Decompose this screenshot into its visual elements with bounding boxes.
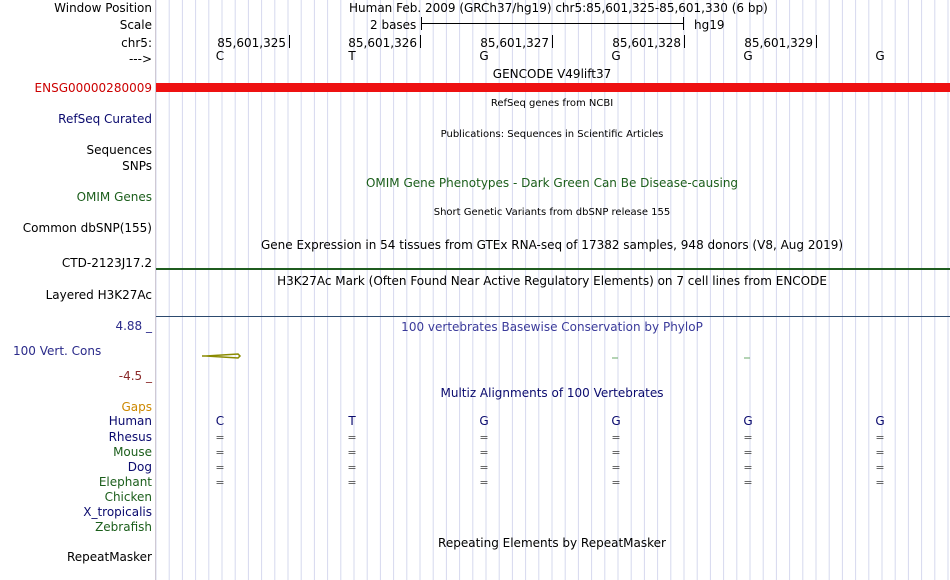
alignment-match-symbol: = xyxy=(875,461,885,474)
scale-bar xyxy=(421,17,684,30)
gtex-gene-label[interactable]: CTD-2123J17.2 xyxy=(61,256,152,270)
multiz-track-title: Multiz Alignments of 100 Vertebrates xyxy=(440,386,664,400)
alignment-match-symbol: = xyxy=(611,461,621,474)
species-label[interactable]: X_tropicalis xyxy=(83,505,152,519)
alignment-match-symbol: = xyxy=(875,446,885,459)
ruler-tick xyxy=(420,35,421,48)
phylop-track-label[interactable]: 100 Vert. Cons xyxy=(13,344,102,358)
assembly-label: hg19 xyxy=(694,18,725,32)
alignment-match-symbol: = xyxy=(875,476,885,489)
scale-text: 2 bases xyxy=(370,18,417,32)
ruler-tick xyxy=(289,35,290,48)
refseq-track-label[interactable]: RefSeq Curated xyxy=(58,112,152,126)
alignment-match-symbol: = xyxy=(215,446,225,459)
alignment-match-symbol: = xyxy=(611,431,621,444)
ruler-position-label: 85,601,327 xyxy=(480,36,549,50)
scale-label: Scale xyxy=(119,18,152,32)
gencode-gene-label[interactable]: ENSG00000280009 xyxy=(34,81,152,95)
human-alignment-base: C xyxy=(215,414,225,428)
alignment-match-symbol: = xyxy=(611,446,621,459)
alignment-match-symbol: = xyxy=(479,446,489,459)
alignment-match-symbol: = xyxy=(743,446,753,459)
phylop-min-value: -4.5 _ xyxy=(118,369,152,383)
reference-base: G xyxy=(875,49,885,63)
publications-sequences-label[interactable]: Sequences xyxy=(86,143,152,157)
reference-base: C xyxy=(215,49,225,63)
alignment-match-symbol: = xyxy=(215,431,225,444)
alignment-match-symbol: = xyxy=(479,461,489,474)
window-position-label: Window Position xyxy=(54,1,152,15)
species-label[interactable]: Human xyxy=(108,414,152,428)
phylop-conservation-marks xyxy=(156,349,950,363)
ruler-position-label: 85,601,326 xyxy=(348,36,417,50)
reference-base: G xyxy=(479,49,489,63)
omim-track-title: OMIM Gene Phenotypes - Dark Green Can Be Disease-causing xyxy=(365,176,739,190)
reference-base: G xyxy=(743,49,753,63)
alignment-match-symbol: = xyxy=(479,476,489,489)
ruler-position-label: 85,601,325 xyxy=(217,36,286,50)
alignment-match-symbol: = xyxy=(875,431,885,444)
gencode-gene-bar[interactable] xyxy=(156,83,950,92)
reference-base: T xyxy=(348,49,356,63)
h3k27ac-signal-line xyxy=(156,316,950,317)
reference-base: G xyxy=(611,49,621,63)
species-label[interactable]: Elephant xyxy=(98,475,152,489)
dbsnp-track-title: Short Genetic Variants from dbSNP release 155 xyxy=(433,207,671,218)
browser-position-title: Human Feb. 2009 (GRCh37/hg19) chr5:85,601,325-85,601,330 (6 bp) xyxy=(349,1,768,15)
publications-track-title: Publications: Sequences in Scientific Articles xyxy=(440,129,664,140)
alignment-match-symbol: = xyxy=(347,446,357,459)
gtex-expression-line[interactable] xyxy=(156,268,950,270)
multiz-gaps-label[interactable]: Gaps xyxy=(121,400,152,414)
species-label[interactable]: Dog xyxy=(127,460,152,474)
human-alignment-base: G xyxy=(479,414,489,428)
ruler-position-label: 85,601,328 xyxy=(612,36,681,50)
alignment-match-symbol: = xyxy=(215,476,225,489)
repeatmasker-track-label[interactable]: RepeatMasker xyxy=(66,550,152,564)
species-label[interactable]: Zebrafish xyxy=(95,520,152,534)
strand-arrow-label: ---> xyxy=(128,52,152,66)
human-alignment-base: G xyxy=(875,414,885,428)
species-label[interactable]: Mouse xyxy=(113,445,152,459)
alignment-match-symbol: = xyxy=(347,461,357,474)
alignment-match-symbol: = xyxy=(743,476,753,489)
omim-track-label[interactable]: OMIM Genes xyxy=(76,190,152,204)
phylop-track-title: 100 vertebrates Basewise Conservation by PhyloP xyxy=(401,320,703,334)
ruler-tick xyxy=(684,35,685,48)
alignment-match-symbol: = xyxy=(743,461,753,474)
alignment-match-symbol: = xyxy=(611,476,621,489)
chromosome-label: chr5: xyxy=(121,36,152,50)
human-alignment-base: G xyxy=(743,414,753,428)
alignment-match-symbol: = xyxy=(479,431,489,444)
repeatmasker-track-title: Repeating Elements by RepeatMasker xyxy=(438,536,666,550)
ruler-tick xyxy=(552,35,553,48)
phylop-max-value: 4.88 _ xyxy=(115,319,152,333)
gtex-track-title: Gene Expression in 54 tissues from GTEx RNA-seq of 17382 samples, 948 donors (V8, Aug 2019) xyxy=(260,238,844,252)
gencode-track-title: GENCODE V49lift37 xyxy=(492,67,612,81)
human-alignment-base: T xyxy=(348,414,356,428)
ruler-position-label: 85,601,329 xyxy=(744,36,813,50)
dbsnp-track-label[interactable]: Common dbSNP(155) xyxy=(22,221,152,235)
alignment-match-symbol: = xyxy=(743,431,753,444)
species-label[interactable]: Rhesus xyxy=(108,430,152,444)
alignment-match-symbol: = xyxy=(347,476,357,489)
human-alignment-base: G xyxy=(611,414,621,428)
ruler-tick xyxy=(816,35,817,48)
alignment-match-symbol: = xyxy=(347,431,357,444)
publications-snps-label[interactable]: SNPs xyxy=(122,159,152,173)
refseq-track-title: RefSeq genes from NCBI xyxy=(490,98,614,109)
h3k27ac-track-title: H3K27Ac Mark (Often Found Near Active Regulatory Elements) on 7 cell lines from ENCODE xyxy=(277,274,827,288)
species-label[interactable]: Chicken xyxy=(104,490,152,504)
alignment-match-symbol: = xyxy=(215,461,225,474)
h3k27ac-track-label[interactable]: Layered H3K27Ac xyxy=(45,288,152,302)
